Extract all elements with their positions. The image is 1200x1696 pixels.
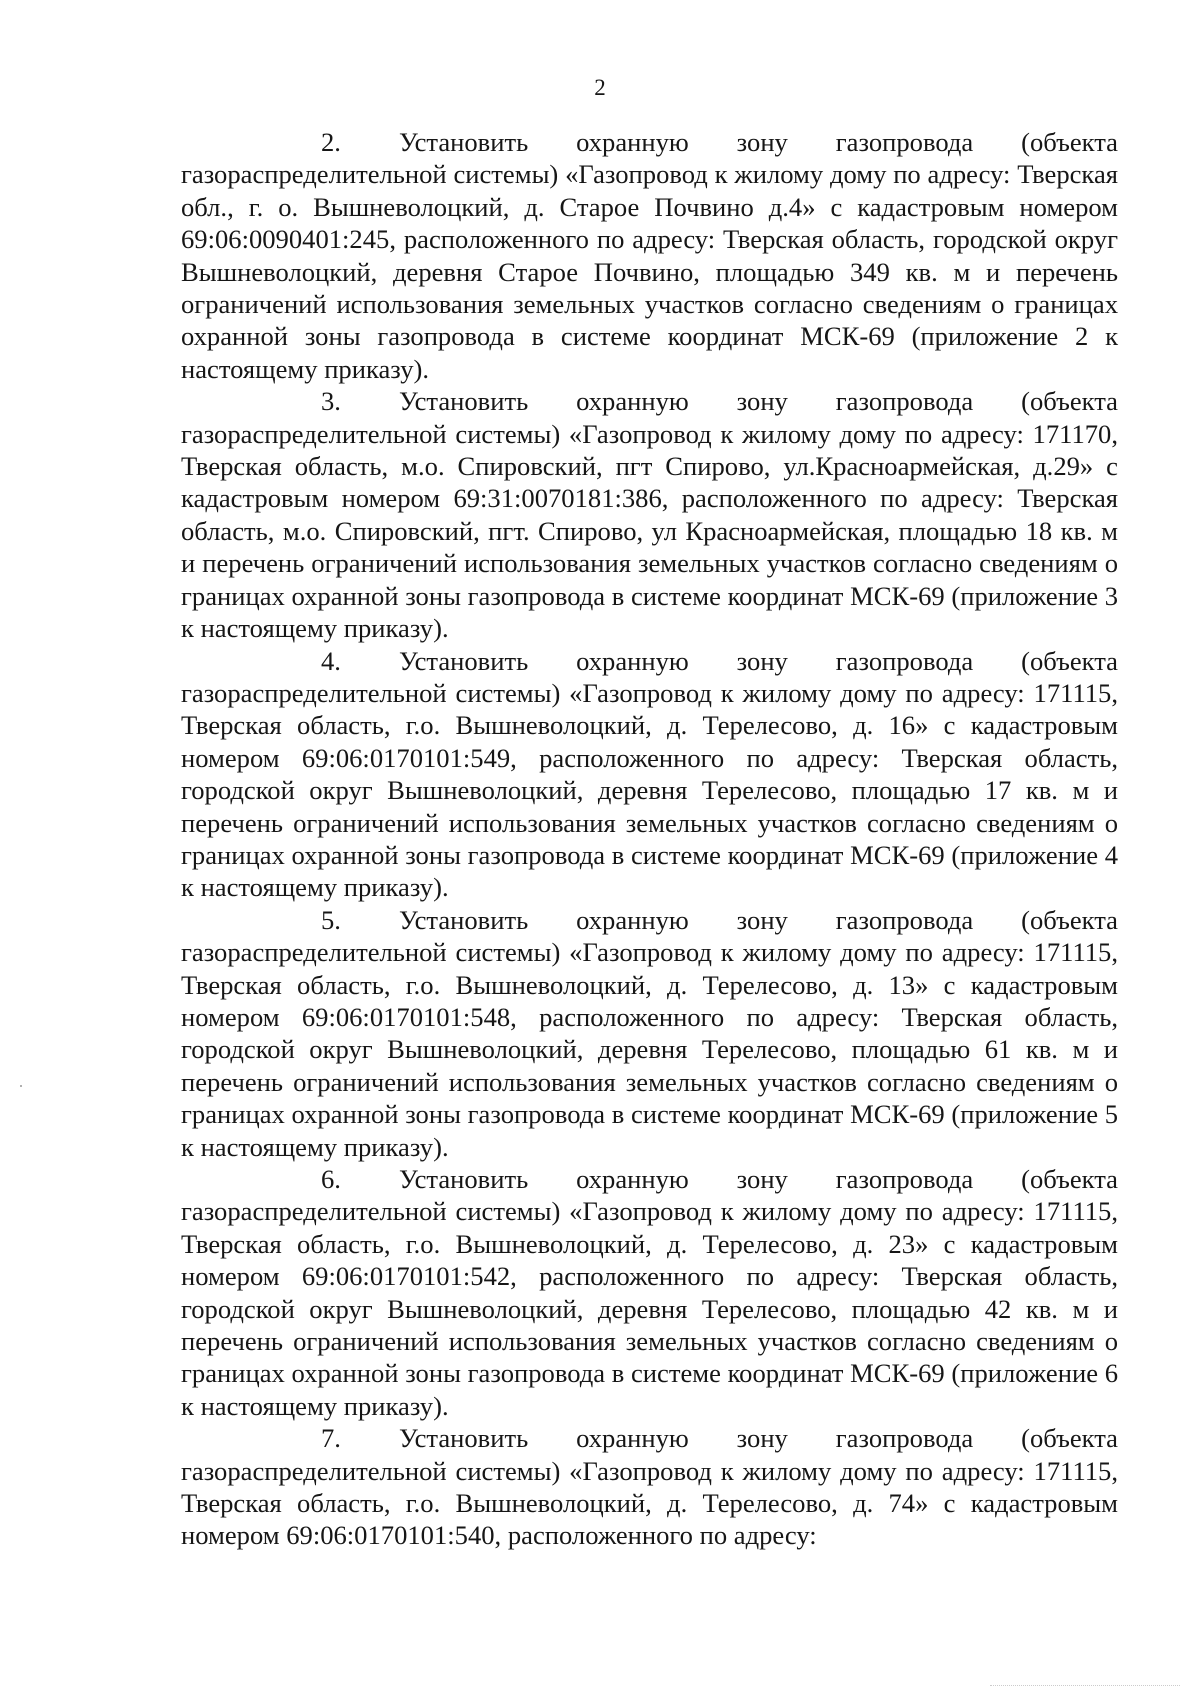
paragraph-text: Установить охранную зону газопровода (объекта газораспределительной системы) «Газопровод к жилому дому по адресу: Тверская обл., г. о. Вышневолоцкий, д. Старое Почвино д.4» с кадастровым номером 69:06:0090401:245, расположенного по адресу: Тверская область, городской округ Вышневолоцкий, деревня Старое Почвино, площадью 349 кв. м и перечень ограничений использования земельных участков согласно сведениям о границах охранной зоны газопровода в системе координат МСК-69 (приложение 2 к настоящему приказу). [181, 127, 1118, 384]
paragraph-number: 3. [321, 386, 341, 417]
scan-artifact-footer [990, 1685, 1180, 1692]
document-body [181, 126, 1118, 1552]
paragraph-text: Установить охранную зону газопровода (объекта газораспределительной системы) «Газопровод к жилому дому по адресу: 171115, Тверская область, г.о. Вышневолоцкий, д. Терелесово, д. 23» с кадастровым номером 69:06:0170101:542, расположенного по адресу: Тверская область, городской округ Вышневолоцкий, деревня Терелесово, площадью 42 кв. м и перечень ограничений использования земельных участков согласно сведениям о границах охранной зоны газопровода в системе координат МСК-69 (приложение 6 к настоящему приказу). [181, 1164, 1118, 1421]
paragraph-6 [181, 1163, 1118, 1422]
paragraph-text: Установить охранную зону газопровода (объекта газораспределительной системы) «Газопровод к жилому дому по адресу: 171115, Тверская область, г.о. Вышневолоцкий, д. Терелесово, д. 74» с кадастровым номером 69:06:0170101:540, расположенного по адресу: [181, 1423, 1118, 1551]
scan-artifact [20, 1085, 22, 1087]
paragraph-number: 6. [321, 1164, 341, 1194]
paragraph-number: 4. [321, 645, 341, 676]
paragraph-3 [181, 385, 1118, 644]
paragraph-4 [181, 645, 1118, 904]
paragraph-2 [181, 126, 1118, 385]
paragraph-7 [181, 1422, 1118, 1552]
paragraph-text: Установить охранную зону газопровода (объекта газораспределительной системы) «Газопровод к жилому дому по адресу: 171170, Тверская область, м.о. Спировский, пгт Спирово, ул.Красноармейская, д.29» с кадастровым номером 69:31:0070181:386, расположенного по адресу: Тверская область, м.о. Спировский, пгт. Спирово, ул Красноармейская, площадью 18 кв. м и перечень ограничений использования земельных участков согласно сведениям о границах охранной зоны газопровода в системе координат МСК-69 (приложение 3 к настоящему приказу). [181, 386, 1118, 644]
paragraph-5 [181, 904, 1118, 1163]
paragraph-text: Установить охранную зону газопровода (объекта газораспределительной системы) «Газопровод к жилому дому по адресу: 171115, Тверская область, г.о. Вышневолоцкий, д. Терелесово, д. 16» с кадастровым номером 69:06:0170101:549, расположенного по адресу: Тверская область, городской округ Вышневолоцкий, деревня Терелесово, площадью 17 кв. м и перечень ограничений использования земельных участков согласно сведениям о границах охранной зоны газопровода в системе координат МСК-69 (приложение 4 к настоящему приказу). [181, 645, 1118, 903]
paragraph-text: Установить охранную зону газопровода (объекта газораспределительной системы) «Газопровод к жилому дому по адресу: 171115, Тверская область, г.о. Вышневолоцкий, д. Терелесово, д. 13» с кадастровым номером 69:06:0170101:548, расположенного по адресу: Тверская область, городской округ Вышневолоцкий, деревня Терелесово, площадью 61 кв. м и перечень ограничений использования земельных участков согласно сведениям о границах охранной зоны газопровода в системе координат МСК-69 (приложение 5 к настоящему приказу). [181, 904, 1118, 1162]
paragraph-number: 7. [321, 1423, 341, 1454]
page-number: 2 [594, 75, 606, 100]
paragraph-number: 5. [321, 904, 341, 935]
paragraph-number: 2. [321, 127, 341, 157]
